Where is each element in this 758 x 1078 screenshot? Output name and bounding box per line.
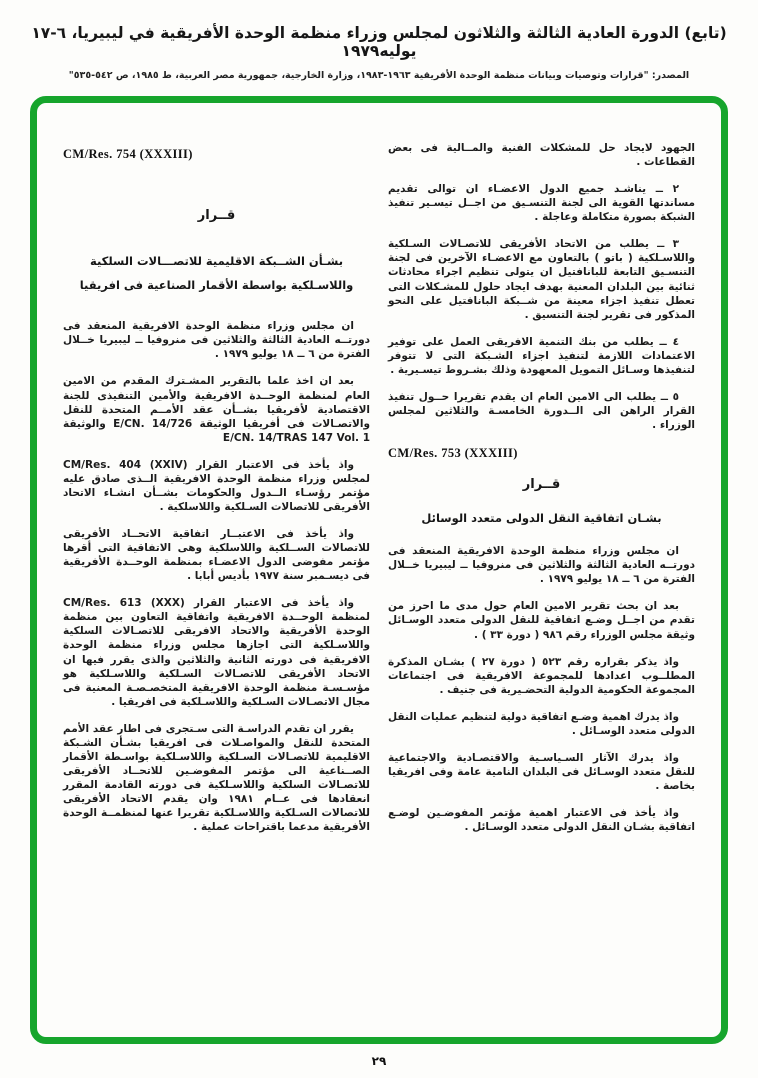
page-number: ٢٩ <box>371 1054 387 1068</box>
resolution-754-paragraph: يقرر ان تقدم الدراسـة التى سـتجرى فى اطار عقد الأمم المتحدة للنقل والمواصـلات فى افريقيا بشـأن الشـبكة الاقليمية للاتصـالات السـلكية واللاسـلكية بواسـطة الأقمار الصــناعية الى مؤتمر المفوضـين للاتحــاد الأفريقى للاتصـالات السلكية واللاسـلكية فى دورته القادمة المقرر انعقادها فى عــام ١٩٨١ وان يقدم الاتحاد الأفريقى للاتصالات السـلكية واللاسـلكية تقريرا عنها لمنظمــة الوحدة الأفريقية مدعما باقتراحات عملية . <box>63 722 370 834</box>
resolution-753-paragraph: ان مجلس وزراء منظمة الوحدة الافريقية المنعقد فى دورتــه العادية الثالثة والثلاثين فى منروفيا ــ ليبيريا خــلال الفترة من ٦ ــ ١٨ يوليو ١٩٧٩ . <box>388 545 695 586</box>
resolution-754-paragraph: بعد ان اخذ علما بالتقرير المشـترك المقدم من الامين العام لمنظمة الوحــدة الافريقية والأمين التنفيذى للجنة الاقتصادية لأفريقيا بشــأن عقد الأمــم المتحدة للنقل والاتصـالات فى أفريقيا الوثيقة E/CN. 14/726 والوثيقة E/CN. 14/TRAS 147 Vol. 1 <box>63 375 370 444</box>
resolution-754-paragraph: واذ يأخذ فى الاعتبار القرار CM/Res. 613 (XXX) لمنظمة الوحــدة الافريقية واتفاقية التعاون بين منظمة الوحدة الأفريقية والاتحاد الافريقى للاتصـالات السلكية واللاسـلكية التى اجازها مجلس وزراء منظمة الوحدة الافريقية فى دورته الثانية والثلاثين والذى يقرر فيها ان الاتحاد الأفريقى للاتصـالات السـلكية واللاسـلكية هو مؤسـسـة منظمة الوحدة الافريقية المتخصـصـة المعنية فى مجال الاتصـالات السـلكية واللاسـلكية فى افريقيا . <box>63 597 370 708</box>
header-title: (تابع) الدورة العادية الثالثة والثلاثون لمجلس وزراء منظمة الوحدة الأفريقية في ليبيريا، ٦-١٧ يوليه١٩٧٩ <box>31 24 727 60</box>
resolution-753-paragraph: واذ يدرك الآثار السـياسـية والاقتصـادية والاجتماعية للنقل متعدد الوسـائل فى البلدان النامية عامة وفى افريقيا بخاصة . <box>388 751 695 793</box>
paragraph-item-2: ٢ ــ يناشـد جميع الدول الاعضـاء ان توالى تقديم مساندتها القوية الى لجنة التنسـيق من اجــل تيسـير تنفيذ الشبكة بصورة متكاملة وعاجلة . <box>388 183 695 224</box>
paragraph-continuation: الجهود لايجاد حل للمشكلات الفنية والمــالية فى بعض القطاعات . <box>388 142 695 169</box>
paragraph-item-3: ٣ ــ يطلب من الاتحاد الأفريقى للاتصـالات السـلكية واللاسـلكية ( باتو ) بالتعاون مع الاعضـاء الآخرين فى لجنة التنسـيق التابعة للبانافتيل ان يتولى تنظيم اجراء محادثات ثنائية بين البلدان المعنية بهدف ايجاد حلول للمشـكلات التى تعطل تنفيذ اجزاء معينة من شــبكة البانافتيل على النحو المذكور فى تقرير لجنة التنسيق . <box>388 238 695 321</box>
paragraph-item-4: ٤ ــ يطلب من بنك التنمية الافريقى العمل على توفير الاعتمادات اللازمة لتنفيذ اجزاء الشـبكة التى لا تتوفر لتنفيذها وسـائل التمويل المعهودة وذلك بشـروط تيسـيرية . <box>388 335 695 376</box>
resolution-754-subject: بشـأن الشــبكة الاقليمية للاتصـــالات السلكية واللاسـلكية بواسطة الأقمار الصناعية فى افريقيا <box>79 254 354 293</box>
column-left <box>63 141 370 1027</box>
resolution-754-paragraph: ان مجلس وزراء منظمة الوحدة الافريقية المنعقد فى دورتــه العادية الثالثة والثلاثين فى منروفيا ــ ليبيريا خــلال الفترة من ٦ ــ ١٨ يوليو ١٩٧٩ . <box>63 320 370 361</box>
resolution-754-paragraph: واذ يأخذ فى الاعتبــار اتفاقية الاتحــاد الأفريقى للاتصالات الســلكية واللاسلكية وهى الاتفاقية التى أقرها مؤتمر مفوضى الدول الاعضـاء بمنظمة الوحــدة الأفريقية فى ديسـمبر سنة ١٩٧٧ بأديس أبابا . <box>63 528 370 583</box>
column-right <box>388 141 695 1027</box>
resolution-754-heading: قــرار <box>197 208 236 223</box>
resolution-753-id: CM/Res. 753 (XXXIII) <box>388 446 518 461</box>
resolution-753-subject: بشـان اتفاقية النقل الدولى متعدد الوسائل <box>421 511 662 526</box>
resolution-753-paragraph: واذ يأخذ فى الاعتبار اهمية مؤتمر المفوضـين لوضـع اتفاقية بشـان النقل الدولى متعدد الوسـائل . <box>388 807 695 834</box>
resolution-754-paragraph: واذ يأخذ فى الاعتبار القرار CM/Res. 404 (XXIV) لمجلس وزراء منظمة الوحدة الافريقية الــذى صادق عليه مؤتمر رؤسـاء الــدول والحكومات بشــأن انشـاء الاتحاد الأفريقى للاتصالات السـلكية واللاسلكية . <box>63 458 370 513</box>
header-source-line: المصدر: "قرارات وتوصيات وبيانات منظمة الوحدة الأفريقية ١٩٦٣-١٩٨٣، وزارة الخارجية، جمهورية مصر العربية، ط ١٩٨٥، ص ٥٤٢-٥٣٥" <box>68 70 690 81</box>
resolution-753-heading: قــرار <box>522 477 561 493</box>
paragraph-item-5: ٥ ــ يطلب الى الامين العام ان يقدم تقريرا حــول تنفيذ القرار الراهن الى الــدورة الخامسـة والثلاثين لمجلس الوزراء . <box>388 390 695 431</box>
green-border-frame <box>30 96 728 1044</box>
resolution-754-id: CM/Res. 754 (XXXIII) <box>63 147 193 161</box>
resolution-753-paragraph: واذ يذكر بقراره رقم ٥٢٣ ( دورة ٢٧ ) بشـان المذكرة المطلــوب اعدادها للمجموعة الافريقية فى اجتماعات المجموعة الحكومية الدولية التحضـيرية فى جنيف . <box>388 655 695 696</box>
resolution-753-paragraph: واذ يدرك اهمية وضـع اتفاقية دولية لتنظيم عمليات النقل الدولى متعدد الوسـائل . <box>388 710 695 737</box>
two-column-layout <box>37 103 721 1037</box>
page-header <box>0 0 758 81</box>
resolution-753-paragraph: بعد ان بحث تقرير الامين العام حول مدى ما احرز من تقدم من اجــل وضـع اتفاقية للنقل الدولى متعدد الوسـائل وثيقة مجلس الوزراء رقم ٩٨٦ ( دورة ٣٣ ) . <box>388 600 695 641</box>
